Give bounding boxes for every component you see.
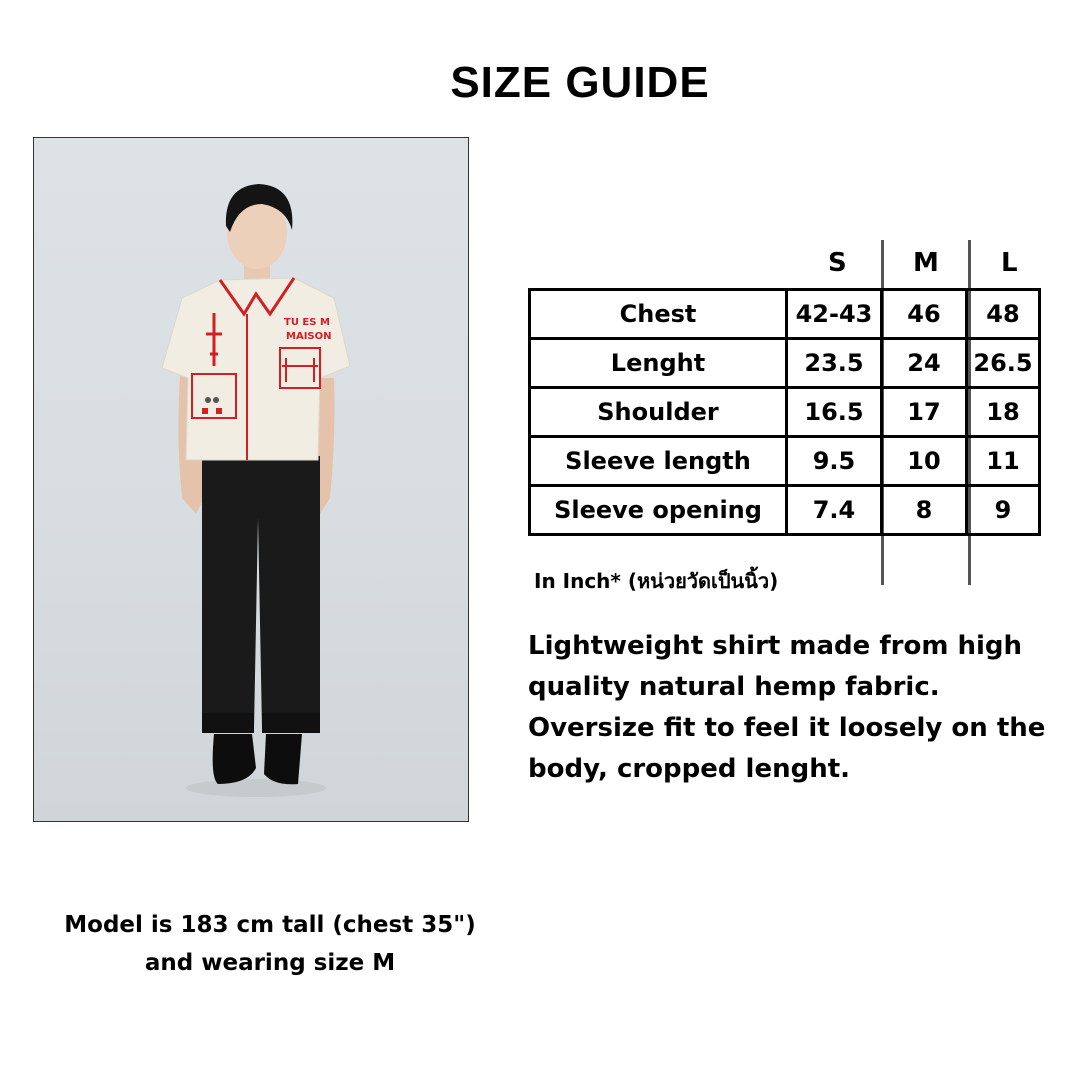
size-header-s: S [828,248,847,278]
row-label: Sleeve length [530,437,787,486]
table-row [530,339,1040,388]
product-description [528,626,1048,790]
row-label: Shoulder [530,388,787,437]
unit-note: In Inch* (หน่วยวัดเป็นนิ้ว) [534,569,779,593]
cell-value: 16.5 [787,388,882,437]
table-row [530,437,1040,486]
svg-text:TU ES M: TU ES M [284,317,330,328]
size-header-m: M [913,248,939,278]
floor-shadow [186,779,326,797]
row-label: Lenght [530,339,787,388]
cell-value: 8 [882,486,967,535]
row-label: Sleeve opening [530,486,787,535]
cell-value: 24 [882,339,967,388]
table-row [530,388,1040,437]
table-row [530,290,1040,339]
cell-value: 11 [967,437,1040,486]
cell-value: 9.5 [787,437,882,486]
cell-value: 9 [967,486,1040,535]
cell-value: 26.5 [967,339,1040,388]
cell-value: 10 [882,437,967,486]
model-illustration [34,138,469,822]
description-line: quality natural hemp fabric. [528,672,940,702]
size-header-l: L [1001,248,1018,278]
cell-value: 23.5 [787,339,882,388]
cell-value: 18 [967,388,1040,437]
right-shoe [264,734,302,784]
cell-value: 42-43 [787,290,882,339]
cell-value: 48 [967,290,1040,339]
cell-value: 7.4 [787,486,882,535]
caption-line: and wearing size M [144,950,396,976]
trousers [202,456,320,728]
left-shoe [213,734,256,784]
size-table [528,288,1041,536]
model-photo [33,137,469,822]
cell-value: 17 [882,388,967,437]
cell-value: 46 [882,290,967,339]
description-line: Oversize fit to feel it loosely on the [528,713,1046,743]
model-caption [40,906,500,982]
svg-text:MAISON: MAISON [286,331,332,342]
table-row [530,486,1040,535]
caption-line: Model is 183 cm tall (chest 35") [64,912,476,938]
page-title: SIZE GUIDE [450,58,710,107]
row-label: Chest [530,290,787,339]
description-line: Lightweight shirt made from high [528,631,1023,661]
description-line: body, cropped lenght. [528,754,851,784]
